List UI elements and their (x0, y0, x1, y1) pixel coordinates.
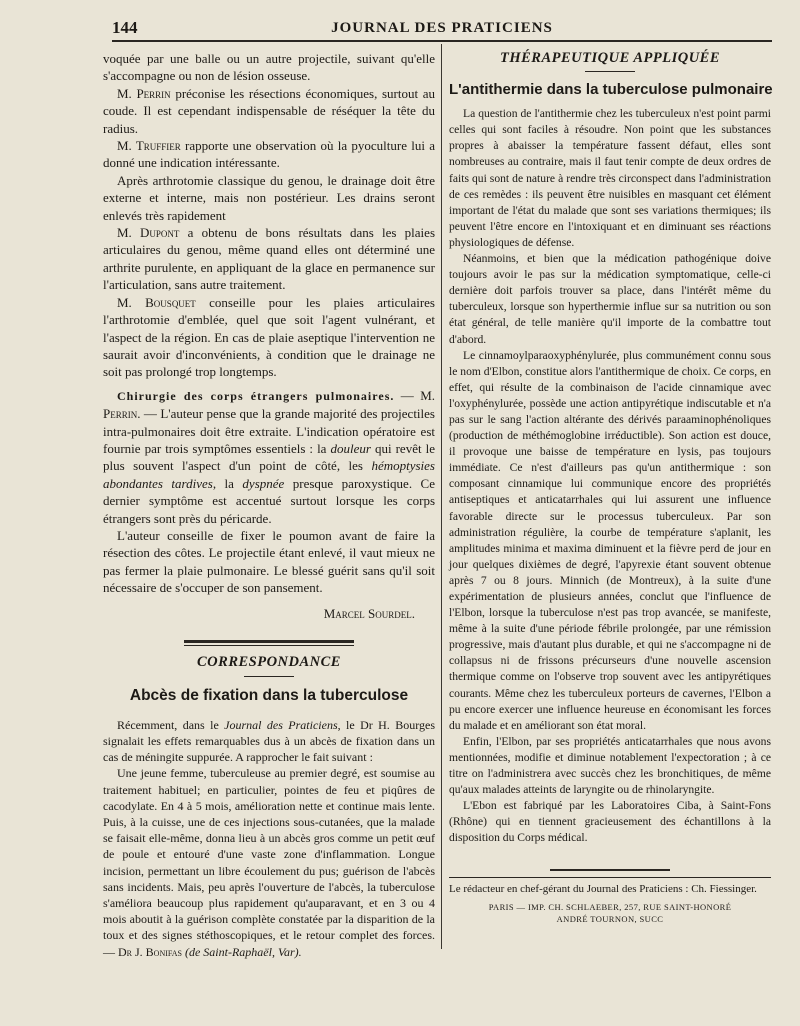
paragraph: L'auteur conseille de fixer le poumon avant de faire la résection des côtes. Le projectile étant enlevé, il vaut mieux ne pas fermer la plaie pulmonaire. Le blessé guérit sans qu'il soit nécessaire de s'occuper de son pansement. (103, 527, 435, 596)
paragraph (103, 294, 435, 381)
author-name: M. Bousquet (117, 294, 196, 310)
paragraph (103, 717, 435, 766)
subheading: Chirurgie des corps étrangers pulmonaires. (117, 388, 395, 403)
page-header (112, 18, 772, 40)
paragraph: Après arthrotomie classique du genou, le drainage doit être externe et interne, mais non postérieur. Les drains seront enlevés très rapidement (103, 172, 435, 223)
left-column (103, 50, 435, 960)
header-rule (112, 40, 772, 42)
paragraph-text: qui revêt le plus souvent l'aspect d'un point de côté, les (103, 440, 435, 474)
article-title: Abcès de fixation dans la tuberculose (129, 687, 409, 705)
paragraph (103, 224, 435, 294)
emphasis: douleur (330, 440, 371, 456)
emphasis: (de Saint-Raphaël, Var). (181, 944, 302, 959)
closing-rule (550, 869, 670, 871)
paragraph-text: Une jeune femme, tuberculeuse au premier degré, est soumise au traitement habituel; en particulier, pointes de feu et piqûres de cacodylate. En 4 à 5 mois, amélioration nette et continue mais lente. Puis, à la cuisse, une de ces injections sous-cutanées, que la malade se faisait elle-même, donna lieu à un abcès gros comme un petit œuf de poule et entouré d'une vaste zone d'inflammation. Longue incision, permettant un libre écoulement du pus; guérison de l'abcès sans incidents. Mais, peu après l'ouverture de l'abcès, la tuberculose s'améliora beaucoup plus rapidement qu'auparavant, et en 3 ou 4 mois aboutit à la guérison complète constatée par la disparition de la toux et des signes stéthoscopiques, et le retour complet des forces. — (103, 766, 435, 959)
paragraph: voquée par une balle ou un autre projectile, suivant qu'elle s'accompagne ou non de lésion osseuse. (103, 51, 435, 84)
section-heading: CORRESPONDANCE (197, 654, 341, 670)
author-name: M. Dupont (117, 225, 180, 241)
emphasis: Journal des Praticiens (224, 717, 338, 732)
paragraph (103, 765, 435, 959)
imprint-line: ANDRÉ TOURNON, SUCC (556, 913, 664, 924)
paragraph (103, 137, 435, 172)
heading-rule (244, 676, 294, 677)
paragraph-text: , la (212, 475, 243, 491)
paragraph-text: Récemment, dans le (117, 717, 225, 732)
editor-line: Le rédacteur en chef-gérant du Journal des Praticiens : Ch. Fiessinger. (449, 877, 771, 897)
paragraph: La question de l'antithermie chez les tuberculeux n'est point parmi celles qui sont faciles à résoudre. Non point que les substances propres à abaisser la température fassent défaut, elles sont nombreuses au contraire, mais il faut tenir compte de deux ordres de faits qui sont de nature à rendre très circonspect dans l'administration de ces remèdes : ils peuvent être nuisibles en masquant cet élément important de l'état du malade que sont ses variations thermiques; ils peuvent l'être encore en l'intoxiquant et en diminuant ses réactions physiologiques de défense. (449, 107, 771, 249)
author-name: M. Perrin (117, 85, 171, 101)
paragraph-text: préconise les résections économiques, surtout au coude. Il est cependant indispensable de réséquer la tête du radius. (103, 85, 435, 136)
paragraph-text: , le Dr H. Bourges signalait les effets remarquables dus à un abcès de fixation dans un cas de méningite suppurée. A rapprocher le fait suivant : (103, 717, 435, 765)
paragraph-text: presque paroxystique. Ce dernier symptôme est accentué surtout lorsque les corps étrangers sont près du péricarde. (103, 475, 435, 526)
paragraph-text: a obtenu de bons résultats dans les plaies articulaires du genou, même quand elles ont déterminé une arthrite purulente, en appliquant de la glace en permanence sur l'articulation, sans autre traitement. (103, 225, 435, 293)
author-name: M. Truffier (117, 138, 181, 154)
column-divider (441, 44, 442, 949)
emphasis: dyspnée (242, 475, 285, 491)
imprint (449, 901, 771, 925)
section-heading: THÉRAPEUTIQUE APPLIQUÉE (499, 50, 721, 66)
paragraph (103, 85, 435, 137)
heading-rule (585, 71, 635, 72)
paragraph: Enfin, l'Elbon, par ses propriétés anticatarrhales que nous avons mentionnées, modifie et diminue notablement l'expectoration ; à ce titre on l'administrera avec succès chez les bronchitiques, de même qu'aux malades atteints de laryngite ou de rhinolaryngite. (449, 734, 771, 797)
article-title: L'antithermie dans la tuberculose pulmonaire (449, 81, 773, 99)
correspondence-body (103, 717, 435, 960)
author-name: M. Perrin. (103, 387, 436, 422)
dash: — (394, 387, 421, 403)
paragraph-text: rapporte une observation où la pyoculture lui a donné une indication intéressante. (103, 138, 435, 171)
paragraph: L'Ebon est fabriqué par les Laboratoires Ciba, à Saint-Fons (Rhône) qui en tiennent gracieusement des échantillons à la disposition du Corps médical. (449, 799, 771, 845)
section-rule (184, 640, 354, 646)
paragraph-text: — L'auteur pense que la grande majorité des projectiles intra-pulmonaires doit être extraite. L'indication opératoire est fournie par trois symptômes essentiels : la (103, 406, 435, 456)
author-name: Dr J. Bonifas (118, 944, 182, 959)
imprint-line: PARIS — IMP. CH. SCHLAEBER, 257, RUE SAINT-HONORÉ (488, 901, 732, 912)
paragraph: Néanmoins, et bien que la médication pathogénique doive toujours avoir le pas sur la médication symptomatique, celle-ci dernière doit parfois trouver sa place, dans l'intérêt même du tuberculeux, lorsque son hyperthermie influe sur sa nutrition ou son état général, de telle manière qu'il importe de la combattre tout d'abord. (449, 252, 771, 346)
emphasis: hémoptysies abondantes tardives (103, 458, 435, 491)
paragraph-text: conseille pour les plaies articulaires l'arthrotomie d'emblée, quel que soit l'agent vulnérant, et l'aspect de la région. En cas de plaie aseptique l'intervention ne saurait avoir d'inconvénients, à condition que le drainage ne soit pas prolongé trop longtemps. (103, 294, 435, 380)
signature: Marcel Sourdel. (323, 605, 415, 621)
paragraph (103, 387, 435, 527)
right-column (449, 50, 771, 925)
page-number: 144 (112, 18, 138, 37)
journal-title: JOURNAL DES PRATICIENS (331, 20, 553, 36)
paragraph: Le cinnamoylparaoxyphénylurée, plus communément connu sous le nom d'Elbon, constitue alors l'antithermique de choix. Ce corps, en effet, qui résulte de la combinaison de l'acide cinnamique avec l'oxyphénylurée, possède une action antipyrétique indiscutable et n'a pas sur le sang l'action altérante des dérivés paraaminophénoliques (production de méthémoglobine irréductible). Son action est douce, il provoque une baisse de température en lysis, pas toujours immédiate. Ce n'est d'ailleurs pas qu'un antithermique : son composant cinnamique lui communique encore des propriétés antiseptiques et anticatarrhales qui lui assurent une influence favorable directe sur le processus tuberculeux. Par son administration régulière, la courbe de température s'aplanit, les amplitudes minima et maxima diminuent et la fièvre perd de jour en jour quelques dixièmes de degré, l'apyrexie étant souvent obtenue après 7 ou 8 jours. Minnich (de Montreux), à la suite d'une expérimentation de plusieurs années, conclut que l'influence de l'Elbon, lorsque la tuberculose n'est pas trop avancée, se manifeste, même à la suite d'une période fébrile prolongée, par une rémission progressive, mais d'autant plus durable, et qui ne s'accompagne ni de collapsus ni de frissons précurseurs d'une nouvelle ascension thermique comme on l'observe trop souvent avec les antipyrétiques courants. Même chez les tuberculeux porteurs de cavernes, l'Elbon a pu encore exercer une influence heureuse en économisant les forces du malade et en améliorant son état moral. (449, 348, 771, 732)
